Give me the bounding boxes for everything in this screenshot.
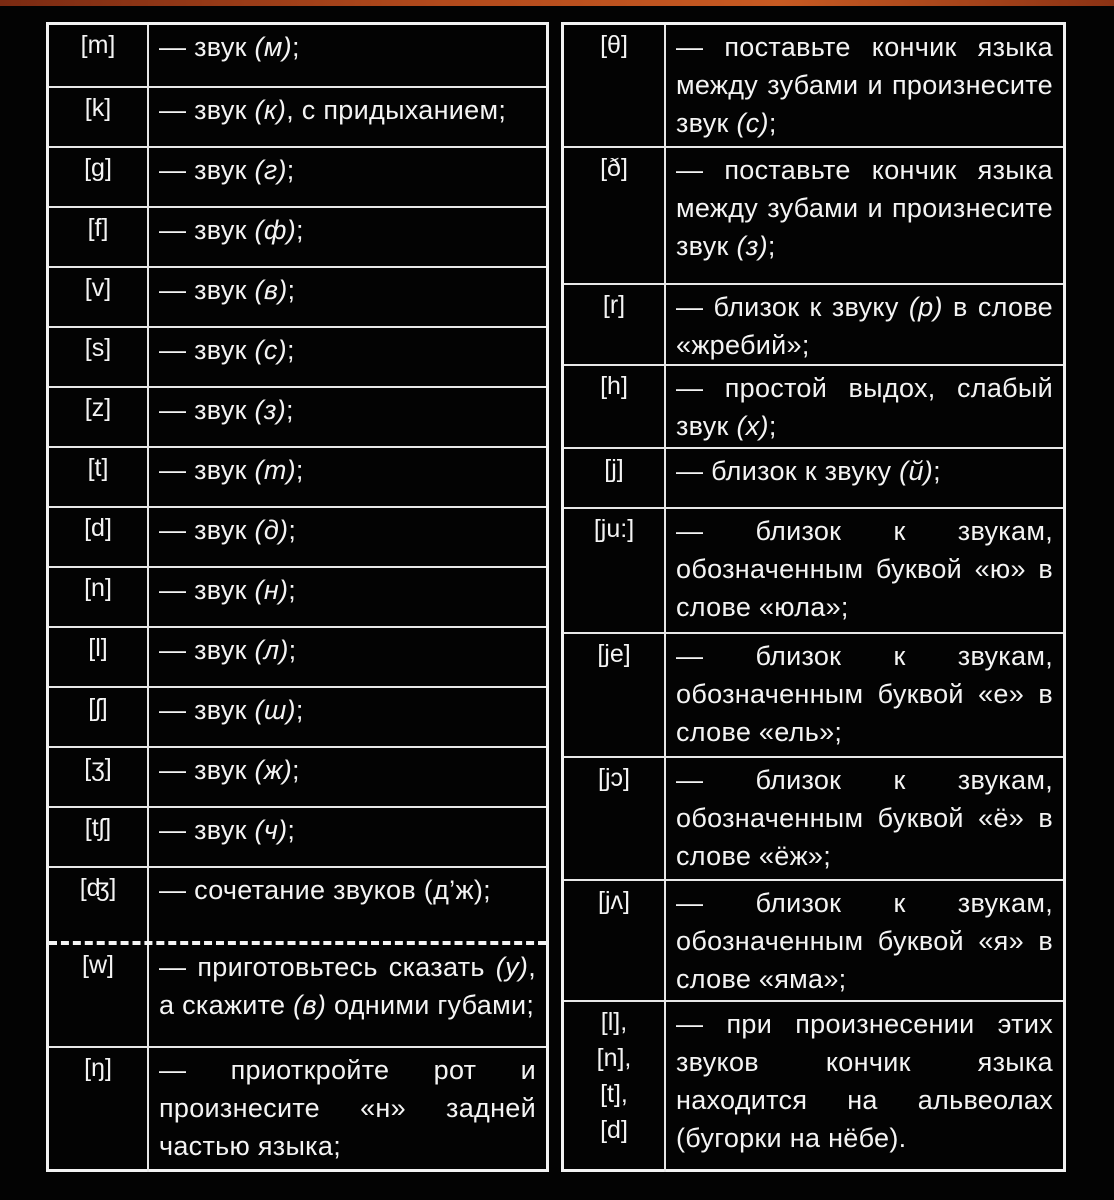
pronunciation-description: — звук (н); [159, 575, 297, 605]
pronunciation-description: — звук (ф); [159, 215, 304, 245]
pronunciation-description: — простой выдох, слабый звук (х); [676, 373, 1053, 441]
pronunciation-description: — звук (т); [159, 455, 304, 485]
phonetic-symbol [564, 1002, 666, 1172]
table-row [564, 146, 1063, 283]
table-row [564, 283, 1063, 364]
table-row [49, 1046, 546, 1172]
table-row [49, 626, 546, 686]
phonetic-symbol: [h] [564, 366, 666, 447]
phonetic-symbol-item: [d] [600, 1116, 628, 1144]
phonetic-symbol: [z] [49, 388, 149, 446]
pronunciation-description: — близок к звуку (й); [676, 456, 941, 486]
table-row [49, 206, 546, 266]
table-row [49, 866, 546, 941]
pronunciation-description: — приоткройте рот и произнесите «н» задней частью языка; [159, 1055, 536, 1161]
table-row [49, 446, 546, 506]
phonetic-symbol: [w] [49, 945, 149, 1046]
phonetic-symbol: [ŋ] [49, 1048, 149, 1172]
pronunciation-description: — звук (м); [159, 32, 300, 62]
pronunciation-description: — звук (л); [159, 635, 297, 665]
phonetic-symbol: [d] [49, 508, 149, 566]
pronunciation-description: — сочетание звуков (д’ж); [159, 875, 491, 905]
pronunciation-description: — близок к звукам, обозначенным буквой «е» в слове «ель»; [676, 641, 1053, 747]
table-row [564, 1000, 1063, 1172]
table-row [49, 806, 546, 866]
phonetic-symbol: [tʃ] [49, 808, 149, 866]
phonetic-symbol: [jɔ] [564, 758, 666, 879]
table-row [49, 326, 546, 386]
phonetic-symbol: [jʌ] [564, 881, 666, 1000]
table-row [564, 507, 1063, 632]
table-row [49, 266, 546, 326]
pronunciation-description: — поставьте кончик языка между зубами и произнесите звук (з); [676, 155, 1053, 261]
left-phonetics-table [46, 22, 549, 1172]
pronunciation-description: — звук (с); [159, 335, 295, 365]
table-row [49, 686, 546, 746]
phonetic-symbol: [r] [564, 285, 666, 364]
table-row [49, 386, 546, 446]
pronunciation-description: — звук (ч); [159, 815, 296, 845]
table-row [564, 25, 1063, 146]
pronunciation-description: — звук (г); [159, 155, 295, 185]
phonetic-symbol: [v] [49, 268, 149, 326]
table-row [49, 746, 546, 806]
table-row [564, 447, 1063, 507]
phonetic-symbol: [j] [564, 449, 666, 507]
pronunciation-description: — звук (к), с придыханием; [159, 95, 507, 125]
phonetic-symbol: [ʤ] [49, 868, 149, 941]
table-row [49, 941, 546, 1046]
table-row [564, 364, 1063, 447]
table-row [49, 566, 546, 626]
phonetic-symbol: [θ] [564, 25, 666, 146]
right-phonetics-table [561, 22, 1066, 1172]
table-row [49, 146, 546, 206]
phonetic-symbol: [l] [49, 628, 149, 686]
phonetic-symbol: [g] [49, 148, 149, 206]
pronunciation-description: — звук (д); [159, 515, 297, 545]
table-row [564, 879, 1063, 1000]
pronunciation-description: — звук (з); [159, 395, 294, 425]
phonetic-symbol-item: [l], [600, 1008, 628, 1036]
pronunciation-description: — близок к звуку (р) в слове «жребий»; [676, 292, 1053, 360]
phonetic-symbol: [ʒ] [49, 748, 149, 806]
phonetic-symbol: [ju:] [564, 509, 666, 632]
phonetic-symbol: [n] [49, 568, 149, 626]
table-row [49, 86, 546, 146]
phonetic-symbol-item: [n], [596, 1044, 632, 1072]
pronunciation-description: — поставьте кончик языка между зубами и произнесите звук (с); [676, 32, 1053, 138]
pronunciation-description: — звук (в); [159, 275, 296, 305]
phonetic-symbol: [f] [49, 208, 149, 266]
pronunciation-description: — приготовьтесь сказать (у), а скажите (в) одними губами; [159, 952, 536, 1020]
table-row [49, 25, 546, 86]
phonetic-symbol: [t] [49, 448, 149, 506]
table-row [49, 506, 546, 566]
pronunciation-description: — звук (ш); [159, 695, 304, 725]
phonetic-symbol: [m] [49, 25, 149, 86]
pronunciation-description: — звук (ж); [159, 755, 300, 785]
pronunciation-description: — при произнесении этих звуков кончик языка находится на альвеолах (бугорки на нёбе). [676, 1009, 1053, 1153]
pronunciation-description: — близок к звукам, обозначенным буквой «ю» в слове «юла»; [676, 516, 1053, 622]
phonetic-symbol: [je] [564, 634, 666, 756]
pronunciation-description: — близок к звукам, обозначенным буквой «я» в слове «яма»; [676, 888, 1053, 994]
pronunciation-description: — близок к звукам, обозначенным буквой «ё» в слове «ёж»; [676, 765, 1053, 871]
phonetic-symbol: [ʃ] [49, 688, 149, 746]
top-accent-band [0, 0, 1114, 6]
phonetic-symbol: [k] [49, 88, 149, 146]
phonetic-symbol: [s] [49, 328, 149, 386]
table-row [564, 632, 1063, 756]
phonetic-symbol: [ð] [564, 148, 666, 283]
phonetic-symbol-item: [t], [600, 1080, 628, 1108]
table-row [564, 756, 1063, 879]
